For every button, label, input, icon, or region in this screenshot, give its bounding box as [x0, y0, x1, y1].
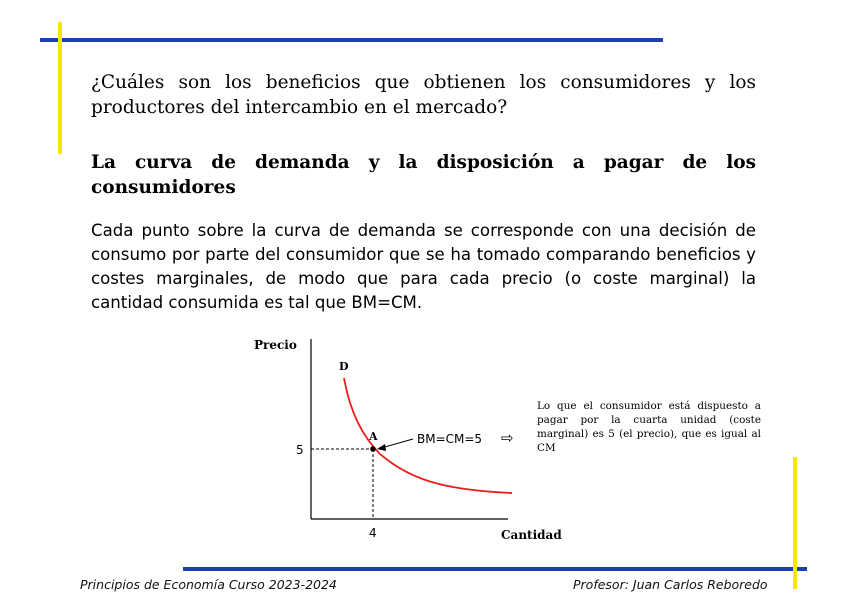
x-axis-label: Cantidad — [501, 528, 562, 542]
slide-paragraph: Cada punto sobre la curva de demanda se corresponde con una decisión de consumo por parte del consumidor que se ha tomado comparando beneficios y costes marginales, de modo que para cada precio (o coste marginal) la cantidad consumida es tal que BM=CM. — [91, 221, 756, 312]
x-tick-label: 4 — [369, 526, 377, 540]
slide-subtitle: La curva de demanda y la disposición a pagar de los consumidores — [91, 152, 756, 198]
point-label: A — [369, 430, 378, 443]
callout-arrow — [381, 439, 413, 448]
y-axis-label: Precio — [254, 338, 297, 352]
curve-label: D — [339, 360, 349, 373]
footer-course: Principios de Economía Curso 2023-2024 — [80, 577, 337, 592]
callout-arrowhead — [377, 444, 386, 451]
point-a-marker — [370, 446, 376, 452]
y-tick-label: 5 — [296, 443, 304, 457]
point-callout-text: BM=CM=5 — [417, 432, 483, 446]
footer-professor: Profesor: Juan Carlos Reboredo — [573, 577, 768, 592]
diagram-note: Lo que el consumidor está dispuesto a pagar por la cuarta unidad (coste marginal) es 5 (el precio), que es igual al CM — [537, 400, 761, 454]
slide-question: ¿Cuáles son los beneficios que obtienen los consumidores y los productores del intercambio en el mercado? — [91, 72, 756, 118]
right-arrow-icon: ⇨ — [501, 429, 514, 447]
